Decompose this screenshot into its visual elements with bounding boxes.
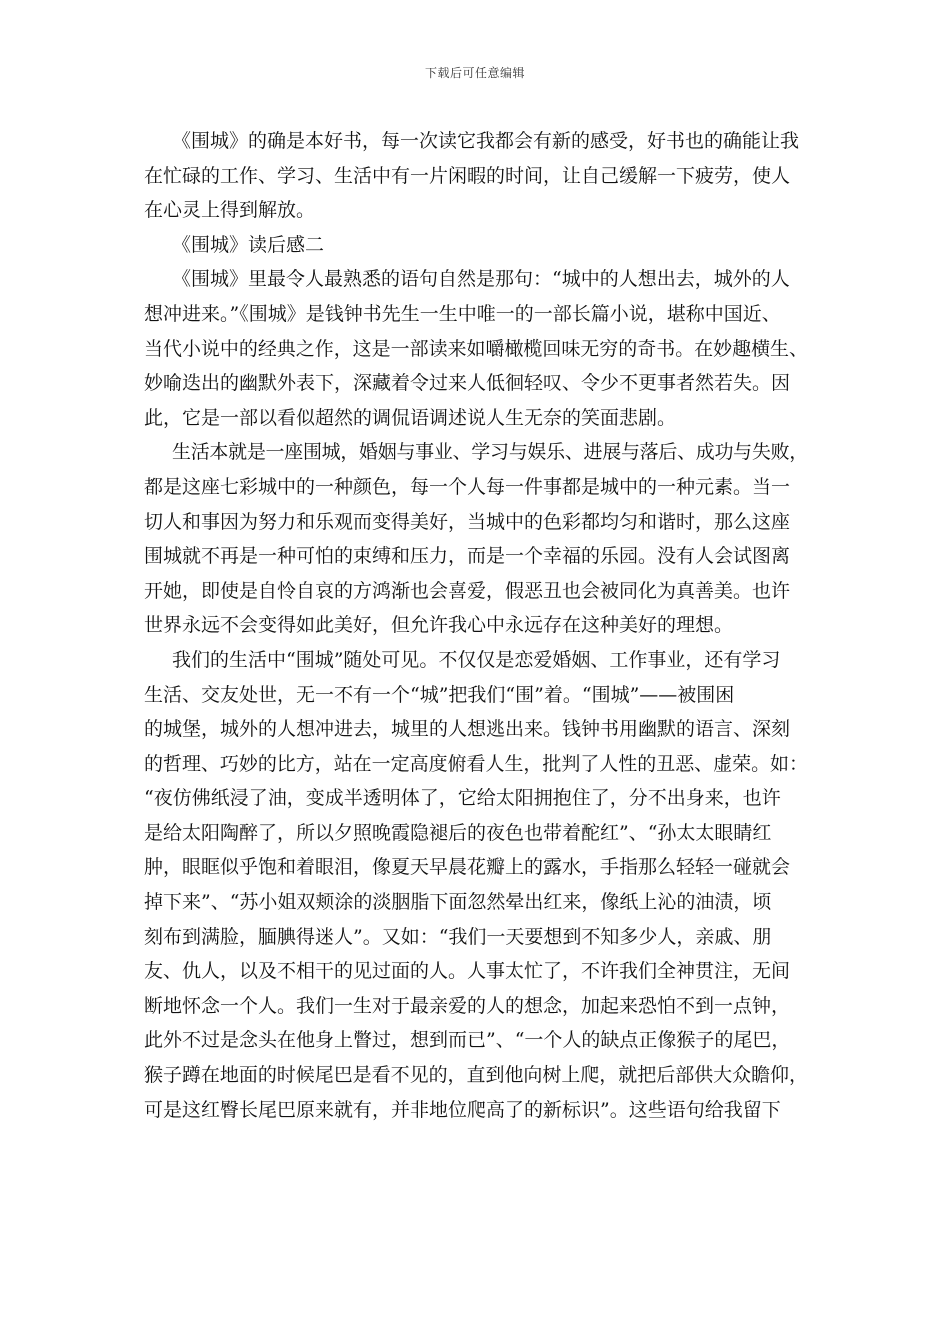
text-line: 此，它是一部以看似超然的调侃语调述说人生无奈的笑面悲剧。: [144, 406, 677, 429]
text-line: 肿，眼眶似乎饱和着眼泪，像夏天早晨花瓣上的露水，手指那么轻轻一碰就会: [144, 856, 791, 879]
text-line: 切人和事因为努力和乐观而变得美好，当城中的色彩都均匀和谐时，那么这座: [144, 510, 791, 533]
text-line: 想冲进来。”《围城》是钱钟书先生一生中唯一的一部长篇小说，堪称中国近、: [144, 302, 781, 325]
text-line: 《围城》的确是本好书，每一次读它我都会有新的感受，好书也的确能让我: [172, 130, 800, 152]
text-line: 《围城》里最令人最熟悉的语句自然是那句：“城中的人想出去，城外的人: [172, 268, 790, 291]
text-line: 此外不过是念头在他身上瞥过，想到而已”、“一个人的缺点正像猴子的尾巴，: [144, 1029, 791, 1052]
text-line: 刻布到满脸，腼腆得迷人”。又如：“我们一天要想到不知多少人，亲戚、朋: [144, 925, 772, 948]
text-line: 当代小说中的经典之作，这是一部读来如嚼橄榄回味无穷的奇书。在妙趣横生、: [144, 337, 808, 360]
text-line: 是给太阳陶醉了，所以夕照晚霞隐褪后的夜色也带着酡红”、“孙太太眼睛红: [144, 821, 772, 844]
text-line: 的城堡，城外的人想冲进去，城里的人想逃出来。钱钟书用幽默的语言、深刻: [144, 718, 791, 741]
text-line: 《围城》读后感二: [172, 233, 325, 256]
text-line: 生活、交友处世，无一不有一个“城”把我们“围”着。“围城”——被围困: [144, 683, 735, 706]
text-line: 在心灵上得到解放。: [144, 199, 316, 222]
page-header: 下载后可任意编辑: [424, 66, 525, 80]
text-line: 掉下来”、“苏小姐双颊涂的淡胭脂下面忽然晕出红来，像纸上沁的油渍，顷: [144, 891, 772, 914]
text-line: “夜仿佛纸浸了油，变成半透明体了，它给太阳拥抱住了，分不出身来，也许: [144, 787, 781, 810]
text-line: 围城就不再是一种可怕的束缚和压力，而是一个幸福的乐园。没有人会试图离: [144, 545, 791, 568]
text-line: 生活本就是一座围城，婚姻与事业、学习与娱乐、进展与落后、成功与失败，: [172, 441, 809, 464]
text-line: 断地怀念一个人。我们一生对于最亲爱的人的想念，加起来恐怕不到一点钟，: [144, 994, 791, 1017]
text-line: 可是这红臀长尾巴原来就有，并非地位爬高了的新标识”。这些语句给我留下: [144, 1098, 781, 1121]
text-line: 猴子蹲在地面的时候尾巴是看不见的，直到他向树上爬，就把后部供大众瞻仰，: [144, 1064, 808, 1087]
text-line: 妙喻迭出的幽默外表下，深藏着令过来人低徊轻叹、令少不更事者然若失。因: [144, 372, 791, 395]
text-line: 在忙碌的工作、学习、生活中有一片闲暇的时间，让自己缓解一下疲劳，使人: [144, 164, 791, 187]
text-line: 的哲理、巧妙的比方，站在一定高度俯看人生，批判了人性的丑恶、虚荣。如：: [144, 752, 808, 775]
text-line: 我们的生活中“围城”随处可见。不仅仅是恋爱婚姻、工作事业，还有学习: [172, 648, 781, 671]
essay-body: [144, 124, 808, 1127]
text-line: 友、仇人，以及不相干的见过面的人。人事太忙了，不许我们全神贯注，无间: [144, 960, 791, 983]
text-line: 世界永远不会变得如此美好，但允许我心中永远存在这种美好的理想。: [144, 614, 734, 637]
text-line: 都是这座七彩城中的一种颜色，每一个人每一件事都是城中的一种元素。当一: [144, 475, 791, 498]
text-line: 开她，即使是自怜自哀的方鸿渐也会喜爱，假恶丑也会被同化为真善美。也许: [144, 579, 791, 602]
